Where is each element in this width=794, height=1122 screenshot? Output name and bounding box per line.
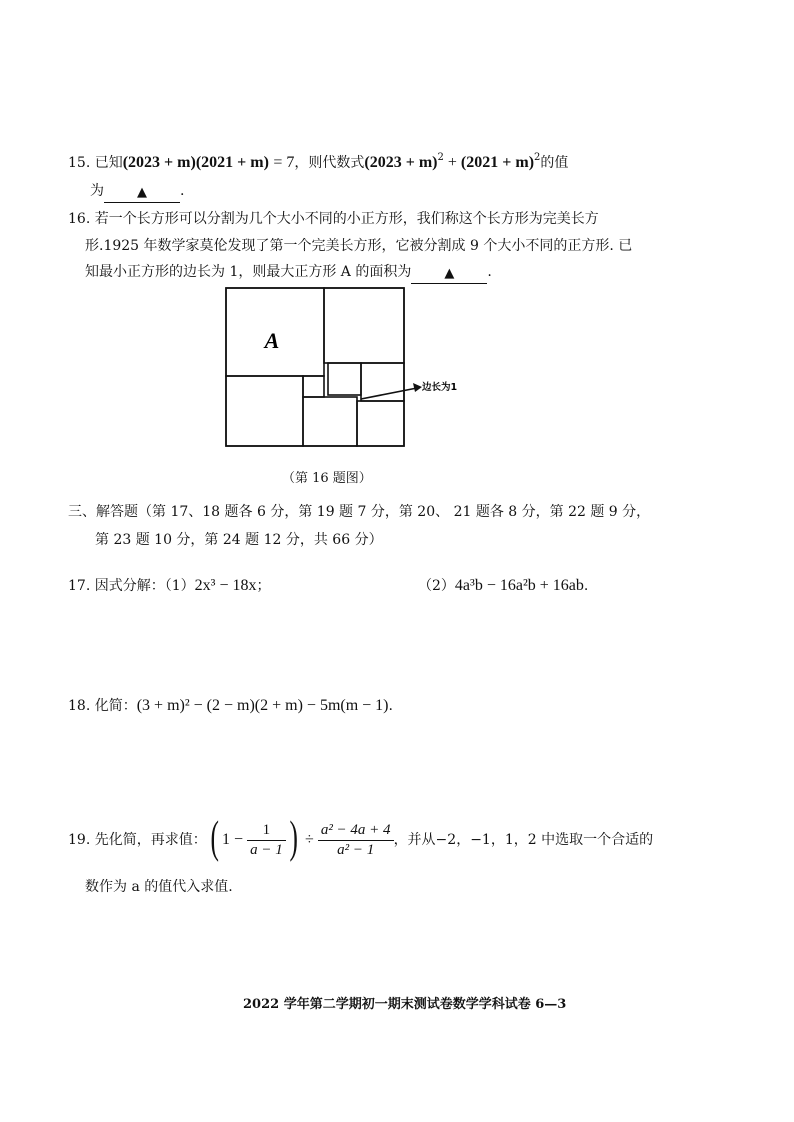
simplify-expression: (3 + m)² − (2 − m)(2 + m) − 5m(m − 1) [136,697,389,714]
question-19-line-1: 19. 先化简，再求值：( 1 − $\frac{1}{a - 1}$ ) ÷ $\frac{\text{a² − 4a + 4}}{\text{a² − 1}}$ ，并从−2，−1，1，2 中选取一个合适的 [68,811,654,862]
square-bottom-right [357,401,404,446]
question-number: 18. [68,698,91,714]
question-19-line-2: 数作为 a 的值代入求值. [85,879,233,895]
section-3-heading-line-2: 第 23 题 10 分，第 24 题 12 分，共 66 分） [95,532,383,548]
square-bottom-center [303,397,357,446]
perfect-rectangle-figure [224,286,474,448]
outer-rectangle [226,288,404,446]
section-3-heading-line-1: 三、解答题（第 17、18 题各 6 分，第 19 题 7 分，第 20、 21 题各 8 分，第 22 题 9 分， [68,504,651,520]
arrow-line [361,388,417,399]
question-number: 19. [68,832,91,848]
part-1-expression: 2x³ − 18x [194,577,257,594]
fraction-2: $\frac{\text{a² − 4a + 4}}{\text{a² − 1}}$ [318,821,394,860]
question-16-line-1: 16. 若一个长方形可以分割为几个大小不同的小正方形，我们称这个长方形为完美长方 [68,211,599,227]
square-bottom-left [226,376,303,446]
arrow-label: 边长为1 [422,382,458,393]
fraction-1: $\frac{1}{a - 1}$ [247,821,286,860]
square-small-1 [303,376,324,397]
answer-blank: ▲ [411,265,487,284]
question-15-line-1: 15. 已知(2023 + m)(2021 + m) = 7，则代数式$(2023 + m)^2 + (2021 + m)^2$的值 [68,152,569,171]
question-16-line-2: 形.1925 年数学家莫伦发现了第一个完美长方形，它被分割成 9 个大小不同的正方形. 已 [85,238,633,254]
question-17-part-2: （2）4a³b − 16a²b + 16ab. [418,577,589,594]
question-number: 17. [68,578,91,594]
figure-caption: （第 16 题图） [282,471,372,486]
question-17: 17. 因式分解：（1）2x³ − 18x； [68,577,271,594]
question-18: 18. 化简：(3 + m)² − (2 − m)(2 + m) − 5m(m − 1). [68,697,393,714]
square-top-right [324,288,404,363]
question-number: 15. [68,155,91,171]
question-number: 16. [68,211,91,227]
given-expression: (2023 + m)(2021 + m) [122,154,269,171]
square-middle [328,363,361,395]
square-A-label: A [264,328,280,353]
question-15-line-2: 为 ▲ . [90,181,184,202]
answer-blank: ▲ [104,184,180,203]
page-footer: 2022 学年第二学期初一期末测试卷数学学科试卷 6—3 [243,997,567,1012]
question-16-line-3: 知最小正方形的边长为 1，则最大正方形 A 的面积为 ▲ . [85,262,492,283]
part-2-expression: 4a³b − 16a²b + 16ab [454,577,584,594]
arrow-head [413,383,422,392]
